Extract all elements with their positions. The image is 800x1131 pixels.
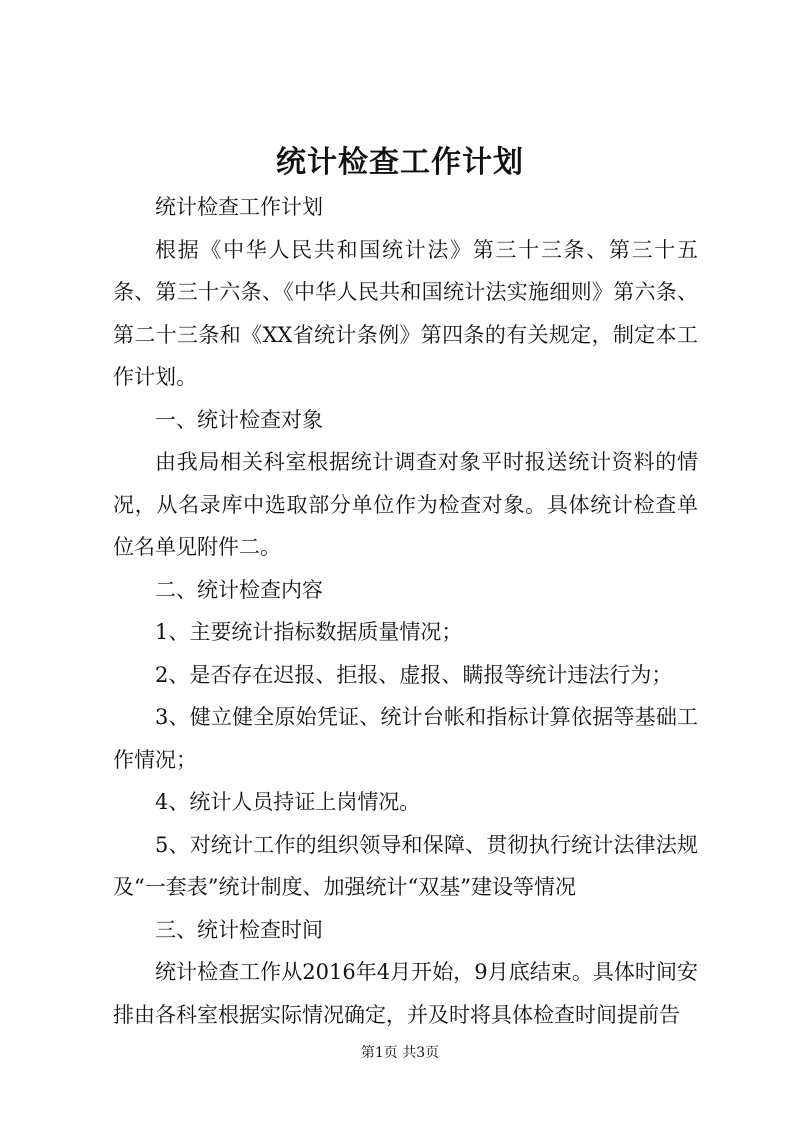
section-heading-time: 三、统计检查时间 bbox=[155, 917, 323, 942]
list-item-3: 3、健立健全原始凭证、统计台帐和指标计算依据等基础工作情况； bbox=[113, 705, 698, 772]
document-title: 统计检查工作计划 bbox=[276, 145, 524, 180]
section-heading-content: 二、统计检查内容 bbox=[155, 577, 323, 602]
list-item-2: 2、是否存在迟报、拒报、虚报、瞒报等统计违法行为； bbox=[155, 662, 673, 687]
list-item-1: 1、主要统计指标数据质量情况； bbox=[155, 620, 463, 644]
paragraph-legal-basis: 根据《中华人民共和国统计法》第三十三条、第三十五条、第三十六条、《中华人民共和国统计法实施细则》第六条、第二十三条和《XX省统计条例》第四条的有关规定，制定本工作计划。 bbox=[113, 237, 698, 389]
page-footer: 第1页 共3页 bbox=[360, 1045, 440, 1061]
list-item-5: 5、对统计工作的组织领导和保障、贯彻执行统计法律法规及“一套表”统计制度、加强统计“双基”建设等情况 bbox=[113, 832, 698, 899]
paragraph-targets: 由我局相关科室根据统计调查对象平时报送统计资料的情况，从名录库中选取部分单位作为检查对象。具体统计检查单位名单见附件二。 bbox=[113, 450, 698, 559]
list-item-4: 4、统计人员持证上岗情况。 bbox=[155, 790, 421, 814]
document-body bbox=[113, 186, 698, 1036]
paragraph-time: 统计检查工作从2016年4月开始，9月底结束。具体时间安排由各科室根据实际情况确定，并及时将具体检查时间提前告 bbox=[113, 960, 698, 1027]
paragraph-subtitle: 统计检查工作计划 bbox=[155, 195, 323, 219]
section-heading-targets: 一、统计检查对象 bbox=[155, 407, 323, 432]
